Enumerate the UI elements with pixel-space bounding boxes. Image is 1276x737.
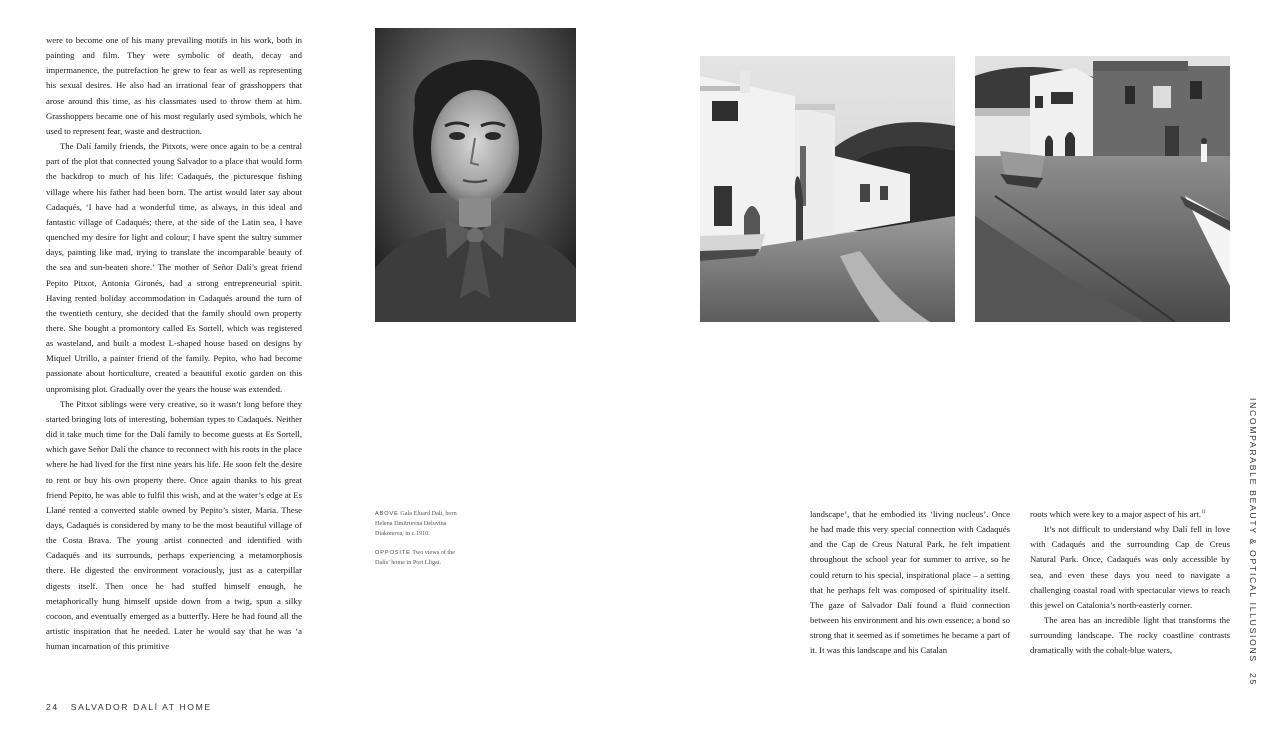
running-title-left: SALVADOR DALÍ AT HOME — [70, 702, 212, 712]
paragraph: were to become one of his many prevailing motifs in his work, both in painting and film. They were symbolic of death, decay and impermanence, the putrefaction he grew to fear as well as representing his sexual desires. He also had an irrational fear of grasshoppers that arose around this time, as his classmates used to throw them at him. Grasshoppers became one of his most regularly used symbols, which he used to represent fear, waste and destruction. — [46, 35, 302, 136]
page-number-left: 24 — [46, 702, 59, 712]
right-page-column-1 — [810, 507, 1010, 659]
caption-above — [375, 509, 457, 540]
left-page-folio — [46, 702, 212, 712]
paragraph: landscape’, that he embodied its ‘living nucleus’. Once he had made this very special connection with Cadaqués and the Cap de Creus Natural Park, he felt impatient throughout the school year for summer to arrive, so he could return to his special, inspirational place – a setting that he perhaps felt was composed of spirituality itself. The gaze of Salvador Dalí found a fluid connection between his environment and his own essence; a bond so strong that it seemed as if sometimes he became a part of it. It was this landscape and his Catalan — [810, 509, 1010, 656]
caption-opposite-text: Two views of the Dalís’ home in Port Lligat. — [375, 548, 455, 566]
paragraph: The Pitxot siblings were very creative, so it wasn’t long before they started bringing lots of interesting, bohemian types to Cadaqués. Neither did it take much time for the Dalí family to become guests at Es Sortell, which gave Señor Dalí the chance to reconnect with his roots in the place where he had lived for the first nine years his life. He soon felt the desire to rent or buy his own property there. Once again thanks to his great friend Pepito, he was able to fulfil this wish, and at the water’s edge at Es Llané rented a converted stable owned by Pepito’s sister, Maria. These days, Cadaqués is considered by many to be the most beautiful village of the Costa Brava. The young artist connected and identified with Cadaqués and its surrounds, perhaps experiencing a metamorphosis there. He digested the environment voraciously, just as a caterpillar digests itself. Then once he had stuffed himself enough, he metaphorically hung himself upside down from a twig, spun a silky cocoon, and eventually emerged as a butterfly. Here he had found all the artistic inspiration that he needed. Later he would say that he was ‘a human incarnation of this primitive — [46, 398, 302, 652]
paragraph: The Dalí family friends, the Pitxots, were once again to be a central part of the plot that connected young Salvador to a place that would form the backdrop to much of his life: Cadaqués, the picturesque fishing village where his father had been born. The artist would later say about Cadaqués, ‘I have had a wonderful time, as always, in this ideal and fantastic village of Cadaqués; there, at the side of the Latin sea, I have quenched my desire for light and colour; I have spent the sultry summer days, painting like mad, trying to translate the incomparable beauty of the sea and sun-beaten shore.’ The mother of Señor Dalí’s great friend Pepito Pitxot, Antonia Gironés, had a strong entrepreneurial spirit. Having rented holiday accommodation in Cadaqués around the turn of the twentieth century, she decided that the family should own property there. She bought a promontory called Es Sortell, which was registered as wasteland, and built a modest L-shaped house based on designs by Miquel Utrillo, a painter friend of the family. Pepito, who had become passionate about horticulture, created a beautiful exotic garden on this unpromising plot. Gradually over the years the house was extended. — [46, 141, 302, 394]
portrait-photo — [375, 28, 576, 322]
right-page-column-2 — [1030, 507, 1230, 659]
left-page-body-text — [46, 33, 302, 654]
house-photo-beach — [975, 56, 1230, 322]
page-number-right: 25 — [1248, 672, 1258, 686]
paragraph: It’s not difficult to understand why Dalí fell in love with Cadaqués and the surrounding Cap de Creus Natural Park. Once, Cadaqués was only accessible by sea, and even these days you need to navigate a challenging coastal road with spectacular views to reach this jewel on Catalonia’s north-easterly corner. — [1030, 524, 1230, 610]
right-page-folio — [1246, 398, 1258, 686]
house-photo-street — [700, 56, 955, 322]
caption-above-label: ABOVE — [375, 511, 399, 517]
caption-opposite-label: OPPOSITE — [375, 549, 411, 556]
paragraph-text: roots which were key to a major aspect of his art. — [1030, 509, 1202, 519]
photo-caption — [375, 509, 457, 568]
caption-above-text: Gala Eluard Dalí, born Helena Dmitrievna Deluvina Diakonova, in c.1910. — [375, 510, 457, 538]
paragraph — [1030, 507, 1230, 522]
caption-opposite — [375, 548, 457, 568]
running-title-right: INCOMPARABLE BEAUTY & OPTICAL ILLUSIONS — [1248, 398, 1258, 663]
footnote-marker: 11 — [1201, 510, 1206, 516]
paragraph: The area has an incredible light that transforms the surrounding landscape. The rocky coastline contrasts dramatically with the cobalt-blue waters, — [1030, 615, 1230, 656]
